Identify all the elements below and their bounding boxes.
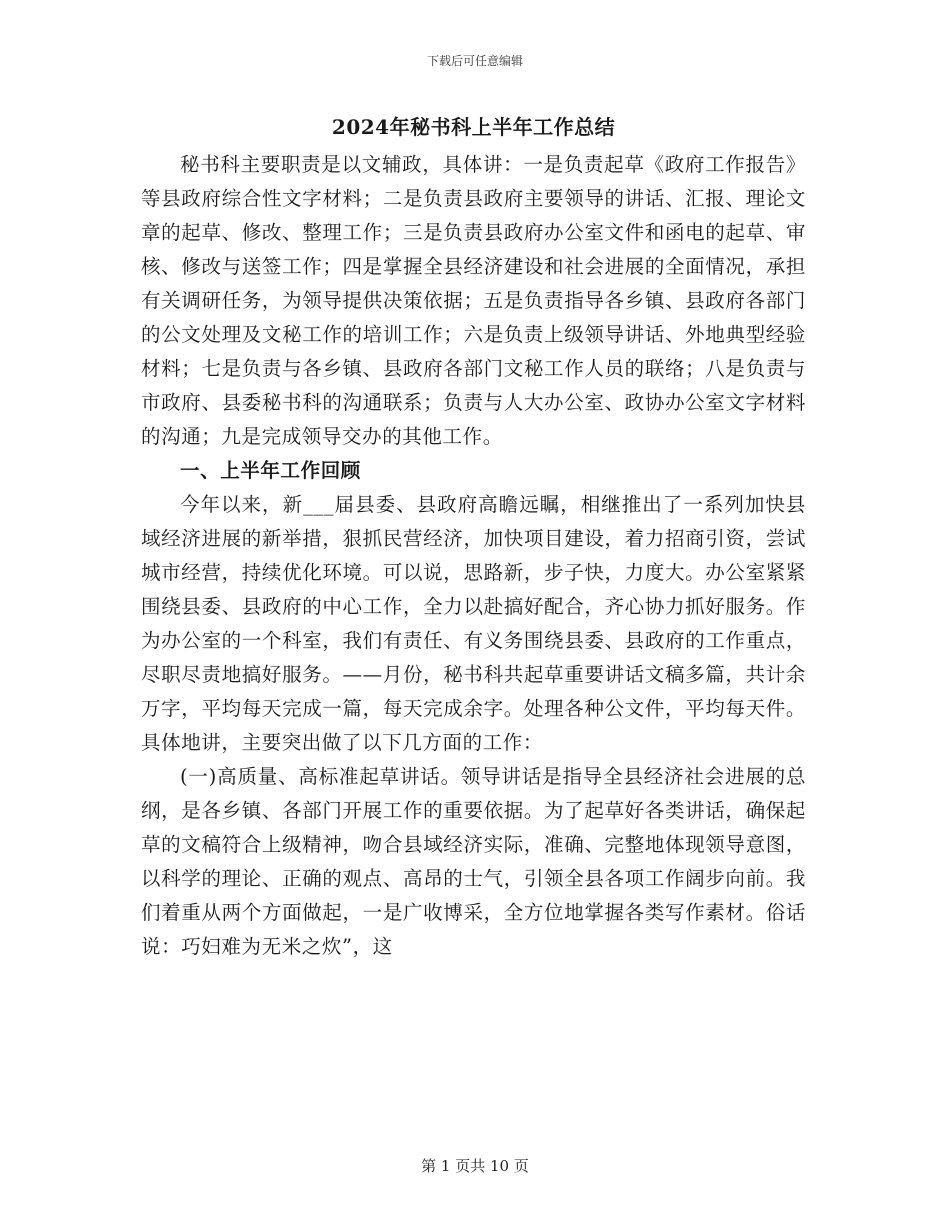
page-number-footer: 第 1 页共 10 页 [421,1157,529,1175]
subsection-speech-paragraph: (一)高质量、高标准起草讲话。领导讲话是指导全县经济社会进展的总纲，是各乡镇、各部门开展工作的重要依据。为了起草好各类讲话，确保起草的文稿符合上级精神，吻合县域经济实际，准确、完整地体现领导意图，以科学的理论、正确的观点、高昂的士气，引领全县各项工作阔步向前。我们着重从两个方面做起，一是广收博采，全方位地掌握各类写作素材。俗话说：巧妇难为无米之炊”，这 [141,765,806,958]
page-header-note: 下载后可任意编辑 [426,54,523,68]
document-body [141,112,806,964]
document-title: 2024年秘书科上半年工作总结 [331,115,616,139]
intro-paragraph: 秘书科主要职责是以文辅政，具体讲：一是负责起草《政府工作报告》等县政府综合性文字材料；二是负责县政府主要领导的讲话、汇报、理论文章的起草、修改、整理工作；三是负责县政府办公室文件和函电的起草、审核、修改与送签工作；四是掌握全县经济建设和社会进展的全面情况，承担有关调研任务，为领导提供决策依据；五是负责指导各乡镇、县政府各部门的公文处理及文秘工作的培训工作；六是负责上级领导讲话、外地典型经验材料；七是负责与各乡镇、县政府各部门文秘工作人员的联络；八是负责与市政府、县委秘书科的沟通联系；负责与人大办公室、政协办公室文字材料的沟通；九是完成领导交办的其他工作。 [141,153,806,448]
review-paragraph: 今年以来，新___届县委、县政府高瞻远瞩，相继推出了一系列加快县域经济进展的新举措，狠抓民营经济，加快项目建设，着力招商引资，尝试城市经营，持续优化环境。可以说，思路新，步子快，力度大。办公室紧紧围绕县委、县政府的中心工作，全力以赴搞好配合，齐心协力抓好服务。作为办公室的一个科室，我们有责任、有义务围绕县委、县政府的工作重点，尽职尽责地搞好服务。——月份，秘书科共起草重要讲话文稿多篇，共计余万字，平均每天完成一篇，每天完成余字。处理各种公文件，平均每天件。具体地讲，主要突出做了以下几方面的工作： [141,493,806,754]
section-heading-review: 一、上半年工作回顾 [180,459,361,482]
